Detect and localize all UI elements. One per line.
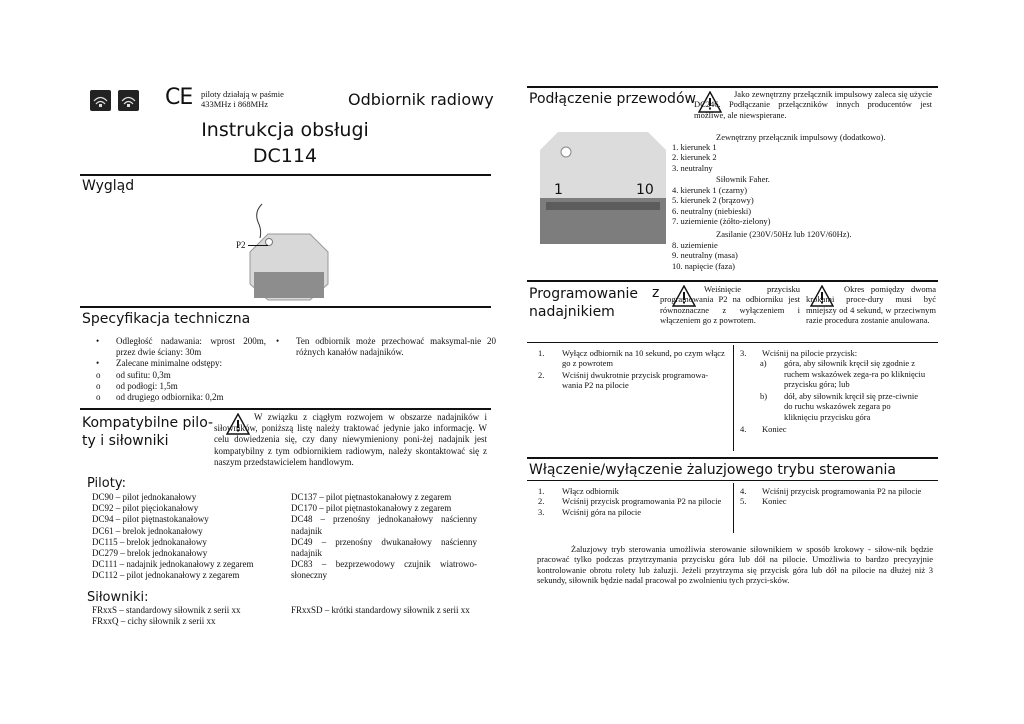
wire-item: 5. kierunek 2 (brązowy) (672, 195, 754, 206)
wire-item: 1. kierunek 1 (672, 142, 717, 152)
remotes-heading: Piloty: (87, 476, 126, 491)
supply-label: Zasilanie (230V/50Hz lub 120V/60Hz). (716, 229, 852, 239)
ce-mark: CE (165, 85, 193, 110)
p2-pointer (248, 245, 268, 246)
wiring-list-1 (672, 142, 717, 173)
compat-heading-1: Kompatybilne pilo- (82, 415, 214, 431)
remote-item: DC170 – pilot piętnastokanałowy z zegarem (291, 503, 452, 514)
jog-heading: Włączenie/wyłączenie żaluzjowego trybu sterowania (529, 462, 896, 478)
prog-step: 2. Wciśnij dwukrotnie przycisk programowa-wania P2 na pilocie (538, 369, 709, 390)
spec-range: • Odległość nadawania: wprost 200m, przez dwie ściany: 30m (96, 336, 266, 358)
jog-step: 3. Wciśnij góra na pilocie (538, 506, 642, 517)
spec-col2: • Ten odbiornik może przechować maksymal-nie 20 różnych kanałów nadajników. (276, 336, 496, 358)
spec-sub-1: o od sufitu: 0,3m (96, 369, 171, 380)
device-illustration (240, 198, 330, 304)
band-note-line1: piloty działają w paśmie (201, 89, 284, 99)
rule-programming (527, 280, 938, 282)
product-type: Odbiornik radiowy (348, 90, 494, 109)
remote-item: DC48 – przenośny jednokanałowy naścienny nadajnik (291, 514, 477, 536)
wire-item: 8. uziemienie (672, 240, 718, 250)
jog-step: 1. Włącz odbiornik (538, 486, 619, 496)
motors-left (92, 605, 282, 627)
prog-step-3: 3. Wciśnij na pilocie przycisk: (740, 348, 858, 358)
remote-item: DC279 – brelok jednokanałowy (92, 548, 208, 559)
programming-heading (529, 285, 638, 321)
wire-item: 9. neutralny (masa) (672, 250, 738, 261)
programming-warning-1: Weiśnięcie przycisku programowania P2 na odbiorniku jest równoznaczne z wyłączeniem i włączeniem go z powrotem. (660, 284, 800, 325)
remotes-right (291, 492, 477, 582)
spec-col1 (96, 336, 266, 403)
wire-item: 3. neutralny (672, 162, 713, 173)
motors-right: FRxxSD – krótki standardowy siłownik z serii xx (291, 605, 470, 615)
motor-item: FRxxS – standardowy siłownik z serii xx (92, 605, 241, 615)
programming-steps-left (538, 348, 726, 390)
rule-spec (80, 306, 491, 308)
compat-warning: W związku z ciągłym rozwojem w obszarze nadajników i siłowników, poniższą listę należy traktować jedynie jako informację. W celu dowiedzenia się, czy dany niewymieniony poni-żej nadajnik jest kompatybilny z tym odbiornikiem radiowym, należy skontaktować się z naszym przedstawicielem handlowym. (214, 412, 487, 467)
rule-appearance (80, 174, 491, 176)
programming-z: z (652, 285, 660, 301)
rule-compat (80, 408, 491, 410)
spec-spacing: • Zalecane minimalne odstępy: (96, 358, 222, 369)
spec-sub-3: o od drugiego odbiornika: 0,2m (96, 392, 224, 403)
prog-step-4: 4. Koniec (740, 424, 787, 435)
terminal-label-10: 10 (636, 182, 654, 198)
spec-sub-2: o od podłogi: 1,5m (96, 380, 178, 391)
wire-item: 4. kierunek 1 (czarny) (672, 185, 748, 195)
ext-switch-title: Zewnętrzny przełącznik impulsowy (dodatkowo). (716, 132, 886, 142)
wire-item: 10. napięcie (faza) (672, 260, 735, 271)
programming-divider (733, 345, 734, 451)
title-line2: DC114 (252, 145, 318, 167)
remote-icon-2 (118, 90, 139, 111)
remote-item: DC49 – przenośny dwukanałowy naścienny nadajnik (291, 536, 477, 559)
remote-item: DC92 – pilot pięciokanałowy (92, 503, 199, 514)
remote-item: DC61 – brelok jednokanałowy (92, 525, 203, 536)
compat-heading (82, 414, 213, 450)
remote-item: DC94 – pilot piętnastokanałowy (92, 514, 209, 525)
prog-step: 1. Wyłącz odbiornik na 10 sekund, po czym włącz go z powrotem (538, 348, 725, 369)
wire-item: 7. uziemienie (żółto-zielony) (672, 215, 771, 226)
rule-jog-steps (527, 480, 938, 481)
jog-step: 5. Koniec (740, 496, 787, 507)
jog-steps-left (538, 486, 726, 517)
remotes-left (92, 492, 282, 582)
programming-steps-right (740, 348, 926, 434)
rule-wiring (527, 86, 938, 88)
title-line1: Instrukcja obsługi (201, 119, 369, 141)
prog-step-3a: a) góra, aby siłownik kręcił się zgodnie z ruchem wskazówek zega-ra po kliknięciu przycisku góra; lub (760, 358, 926, 389)
rule-programming-steps (527, 342, 938, 343)
programming-warning-2: Okres pomiędzy dwoma krokami proce-dury musi być mniejszy od 4 sekund, w przeciwnym razie procedura zostanie anulowana. (806, 284, 936, 325)
programming-heading-1: Programowanie (529, 286, 639, 302)
jog-steps-right (740, 486, 926, 507)
p2-label: P2 (236, 240, 246, 250)
remote-item: DC111 – nadajnik jednokanałowy z zegarem (92, 559, 254, 570)
page-title (180, 117, 390, 169)
rule-jog (527, 457, 938, 459)
band-note (201, 89, 284, 109)
motors-heading: Siłowniki: (87, 590, 149, 605)
remote-item: DC90 – pilot jednokanałowy (92, 492, 197, 502)
wiring-list-2 (672, 185, 770, 226)
wiring-heading: Podłączenie przewodów (529, 91, 696, 107)
jog-step: 4. Wciśnij przycisk programowania P2 na pilocie (740, 486, 922, 496)
motor-item: FRxxQ – cichy siłownik z serii xx (92, 616, 216, 627)
wire-item: 6. neutralny (niebieski) (672, 205, 752, 216)
wire-item: 2. kierunek 2 (672, 152, 717, 163)
remote-item: DC83 – bezprzewodowy czujnik wiatrowo-słoneczny (291, 559, 477, 581)
compat-heading-2: ty i siłowniki (82, 433, 169, 449)
appearance-heading: Wygląd (82, 178, 135, 194)
remote-item: DC115 – brelok jednokanałowy (92, 536, 207, 547)
remote-icon-1 (90, 90, 111, 111)
band-note-line2: 433MHz i 868MHz (201, 99, 269, 109)
spec-heading: Specyfikacja techniczna (82, 311, 251, 327)
prog-step-3b: b) dół, aby siłownik kręcił się prze-ciwnie do ruchu wskazówek zegara po kliknięciu przycisku góra (760, 391, 919, 422)
remote-item: DC112 – pilot jednokanałowy z zegarem (92, 570, 240, 581)
jog-paragraph: Żaluzjowy tryb sterowania umożliwia sterowanie siłownikiem w sposób krokowy - siłow-nik będzie pracować tylko podczas przytrzymania przycisku góra lub dół na pilocie. Umożliwia to bardzo precyzyjnie kontrolowanie obrotu rolety lub żaluzji. Jeżeli przytrzyma się przycisk góra lub dół na pilocie na dłużej niż 3 sekundy, siłownik będzie nadal pracował po zwolnieniu tych przyci-sków. (537, 544, 933, 585)
wiring-warning: Jako zewnętrzny przełącznik impulsowy zaleca się użycie DC246. Podłączanie przełączników innych producentów jest możliwe, ale niewspierane. (694, 89, 932, 120)
jog-step: 2. Wciśnij przycisk programowania P2 na pilocie (538, 496, 722, 507)
programming-heading-2: nadajnikiem (529, 304, 615, 320)
jog-divider (733, 483, 734, 533)
wiring-list-3 (672, 240, 738, 271)
remote-item: DC137 – pilot piętnastokanałowy z zegarem (291, 492, 452, 502)
faher-label: Siłownik Faher. (716, 174, 770, 184)
terminal-label-1: 1 (554, 182, 563, 198)
